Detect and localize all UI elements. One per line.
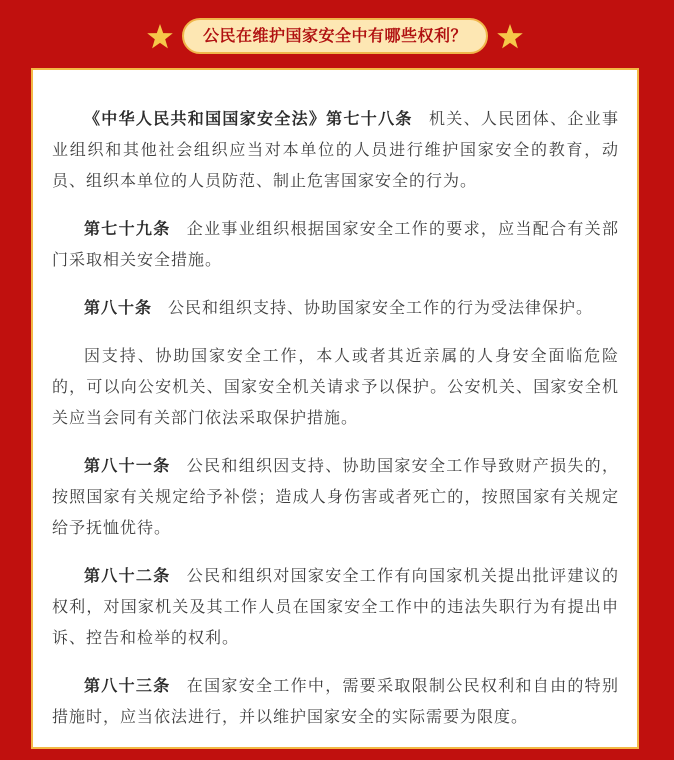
star-icon bbox=[496, 23, 524, 51]
law-paragraph-78 bbox=[52, 103, 619, 196]
content-card bbox=[31, 68, 639, 749]
header-banner bbox=[0, 0, 674, 70]
article-heading: 第七十九条 bbox=[84, 219, 171, 238]
article-text: 公民和组织支持、协助国家安全工作的行为受法律保护。 bbox=[168, 298, 594, 317]
article-heading: 《中华人民共和国国家安全法》第七十八条 bbox=[84, 109, 413, 128]
law-paragraph-83 bbox=[52, 670, 619, 732]
article-text: 机关、人民团体、企业事业组织和其他社会组织应当对本单位的人员进行维护国家安全的教育，动员、组织本单位的人员防范、制止危害国家安全的行为。 bbox=[52, 109, 619, 190]
page-title: 公民在维护国家安全中有哪些权利？ bbox=[182, 18, 488, 54]
law-paragraph-80-cont bbox=[52, 340, 619, 433]
article-heading: 第八十三条 bbox=[84, 676, 171, 695]
article-text: 因支持、协助国家安全工作，本人或者其近亲属的人身安全面临危险的，可以向公安机关、国家安全机关请求予以保护。公安机关、国家安全机关应当会同有关部门依法采取保护措施。 bbox=[52, 346, 619, 427]
article-text: 公民和组织对国家安全工作有向国家机关提出批评建议的权利，对国家机关及其工作人员在国家安全工作中的违法失职行为有提出申诉、控告和检举的权利。 bbox=[52, 566, 619, 647]
article-heading: 第八十二条 bbox=[84, 566, 171, 585]
article-text: 公民和组织因支持、协助国家安全工作导致财产损失的，按照国家有关规定给予补偿；造成人身伤害或者死亡的，按照国家有关规定给予抚恤优待。 bbox=[52, 456, 619, 537]
star-icon bbox=[146, 23, 174, 51]
article-text: 企业事业组织根据国家安全工作的要求，应当配合有关部门采取相关安全措施。 bbox=[52, 219, 619, 269]
law-paragraph-79 bbox=[52, 213, 619, 275]
law-paragraph-82 bbox=[52, 560, 619, 653]
law-paragraph-80 bbox=[52, 292, 619, 323]
article-heading: 第八十一条 bbox=[84, 456, 171, 475]
article-heading: 第八十条 bbox=[84, 298, 153, 317]
article-text: 在国家安全工作中，需要采取限制公民权利和自由的特别措施时，应当依法进行，并以维护国家安全的实际需要为限度。 bbox=[52, 676, 619, 726]
law-paragraph-81 bbox=[52, 450, 619, 543]
